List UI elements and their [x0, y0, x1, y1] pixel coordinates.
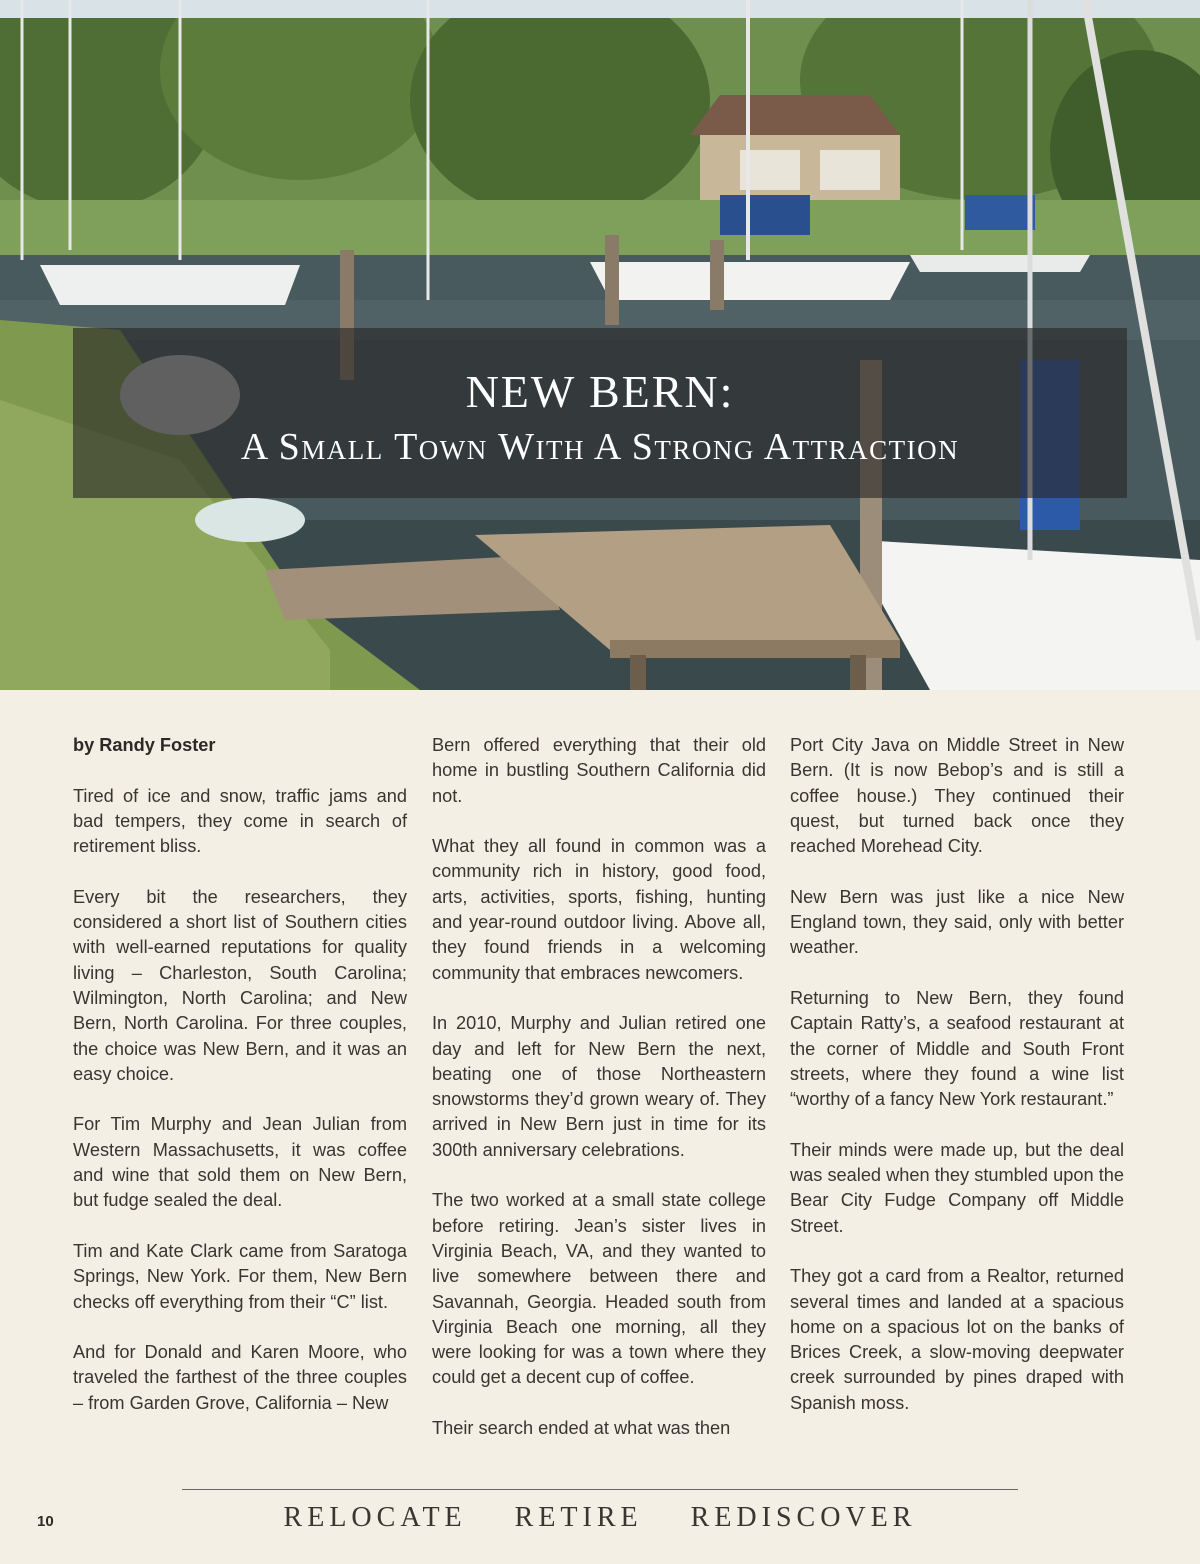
hero-photo [0, 0, 1200, 690]
page-number: 10 [37, 1513, 54, 1530]
paragraph: Their search ended at what was then [432, 1418, 731, 1439]
paragraph: For Tim Murphy and Jean Julian from Western Massachusetts, it was coffee and wine that sold them on New Bern, but fudge sealed the deal. [73, 1114, 407, 1211]
footer-word-relocate: RELOCATE [283, 1502, 467, 1533]
footer-divider [182, 1489, 1018, 1490]
paragraph: And for Donald and Karen Moore, who traveled the farthest of the three couples – from Garden Grove, California – New [73, 1342, 407, 1413]
paragraph: The two worked at a small state college before retiring. Jean’s sister lives in Virginia Beach, VA, and they wanted to live somewhere between there and Savannah, Georgia. Headed south from Virginia Beach one morning, all they were looking for was a town where they could get a decent cup of coffee. [432, 1190, 766, 1388]
paragraph: Tired of ice and snow, traffic jams and bad tempers, they come in search of retirement bliss. [73, 785, 407, 857]
byline: by Randy Foster [73, 735, 216, 755]
article-column-3 [790, 733, 1124, 1441]
page-title: NEW BERN: [465, 366, 735, 417]
paragraph: Tim and Kate Clark came from Saratoga Springs, New York. For them, New Bern checks off everything from their “C” list. [73, 1240, 407, 1312]
article-column-1 [73, 733, 407, 1441]
footer-word-retire: RETIRE [514, 1502, 643, 1533]
paragraph: Every bit the researchers, they considered a short list of Southern cities with well-earned reputations for quality living – Charleston, South Carolina; Wilmington, North Carolina; and New Bern, North Carolina. For three couples, the choice was New Bern, and it was an easy choice. [73, 886, 407, 1084]
page-subtitle: A Small Town With A Strong Attraction [240, 426, 960, 468]
title-banner [73, 328, 1127, 498]
article-column-2 [432, 733, 766, 1467]
paragraph: Returning to New Bern, they found Captain Ratty’s, a seafood restaurant at the corner of Middle and South Front streets, where they found a wine list “worthy of a fancy New York restaurant.” [790, 987, 1124, 1110]
paragraph: Bern offered everything that their old home in bustling Southern California did not. [432, 735, 766, 806]
paragraph: What they all found in common was a community rich in history, good food, arts, activities, sports, fishing, hunting and year-round outdoor living. Above all, they found friends in a welcoming community that embraces newcomers. [432, 836, 766, 983]
paragraph: Their minds were made up, but the deal was sealed when they stumbled upon the Bear City Fudge Company off Middle Street. [790, 1139, 1124, 1236]
footer-tagline [250, 1502, 950, 1534]
footer-word-rediscover: REDISCOVER [690, 1502, 917, 1533]
paragraph: They got a card from a Realtor, returned several times and landed at a spacious home on a spacious lot on the banks of Brices Creek, a slow-moving deepwater creek surrounded by pines draped with Spanish moss. [790, 1266, 1124, 1413]
paragraph: In 2010, Murphy and Julian retired one day and left for New Bern the next, beating one of those Northeastern snowstorms they’d grown weary of. They arrived in New Bern just in time for its 300th anniversary celebrations. [432, 1013, 766, 1160]
paragraph: New Bern was just like a nice New England town, they said, only with better weather. [790, 886, 1124, 958]
paragraph: Port City Java on Middle Street in New Bern. (It is now Bebop’s and is still a coffee house.) They continued their quest, but turned back once they reached Morehead City. [790, 735, 1124, 857]
